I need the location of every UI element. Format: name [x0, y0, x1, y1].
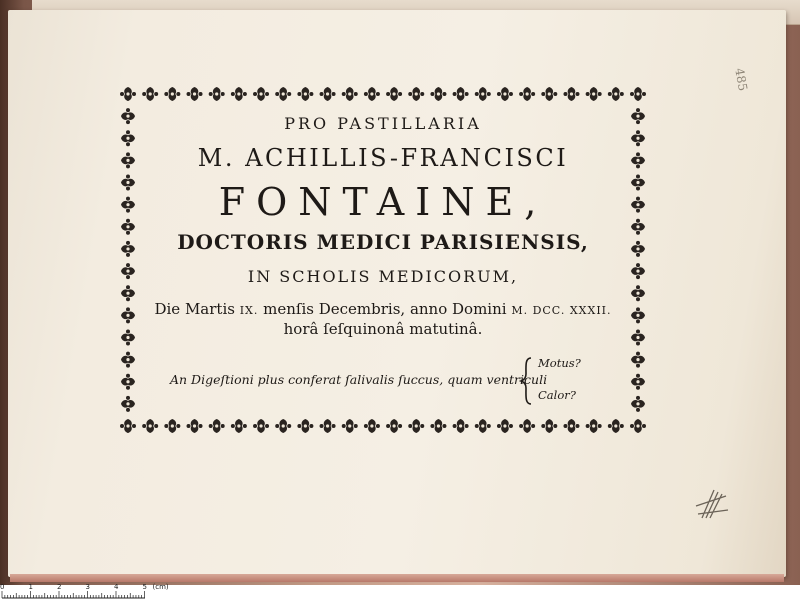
- folio-number: 485: [732, 67, 750, 92]
- surname-line: FONTAINE,: [218, 180, 548, 224]
- date-part: menſis Decembris, anno Domini: [258, 300, 512, 318]
- time-line: horâ ſeſquinonâ matutinâ.: [283, 320, 483, 338]
- ornamental-frame: [118, 84, 648, 436]
- page-edge: [10, 574, 784, 582]
- name-line: M. ACHILLIS-FRANCISCI: [197, 144, 569, 172]
- ruler-label: 3: [85, 583, 90, 591]
- ruler-label: 0: [0, 583, 5, 591]
- ruler-label: 1: [28, 583, 33, 591]
- date-part: Die Martis: [154, 300, 240, 318]
- curly-brace: [519, 356, 535, 406]
- date-line: [118, 300, 648, 318]
- place-line: IN SCHOLIS MEDICORUM,: [247, 267, 519, 286]
- title-line: DOCTORIS MEDICI PARISIENSIS,: [177, 230, 589, 254]
- option-motus: Motus?: [538, 356, 581, 370]
- title-page-text: [118, 84, 648, 436]
- date-year: M. DCC. XXXII.: [511, 304, 612, 317]
- option-calor: Calor?: [538, 388, 576, 402]
- thesis-question: An Digeſtioni plus conferat ſalivalis ſuccus, quam ventriculi: [170, 372, 548, 387]
- handwritten-mark: [692, 488, 732, 522]
- ruler-label: 5: [142, 583, 147, 591]
- heading-line: PRO PASTILLARIA: [284, 114, 482, 133]
- ruler-label: 4: [114, 583, 119, 591]
- scale-ruler: [0, 583, 160, 601]
- ruler-unit: (cm): [152, 583, 169, 591]
- ruler-label: 2: [57, 583, 62, 591]
- date-number: IX.: [239, 304, 259, 317]
